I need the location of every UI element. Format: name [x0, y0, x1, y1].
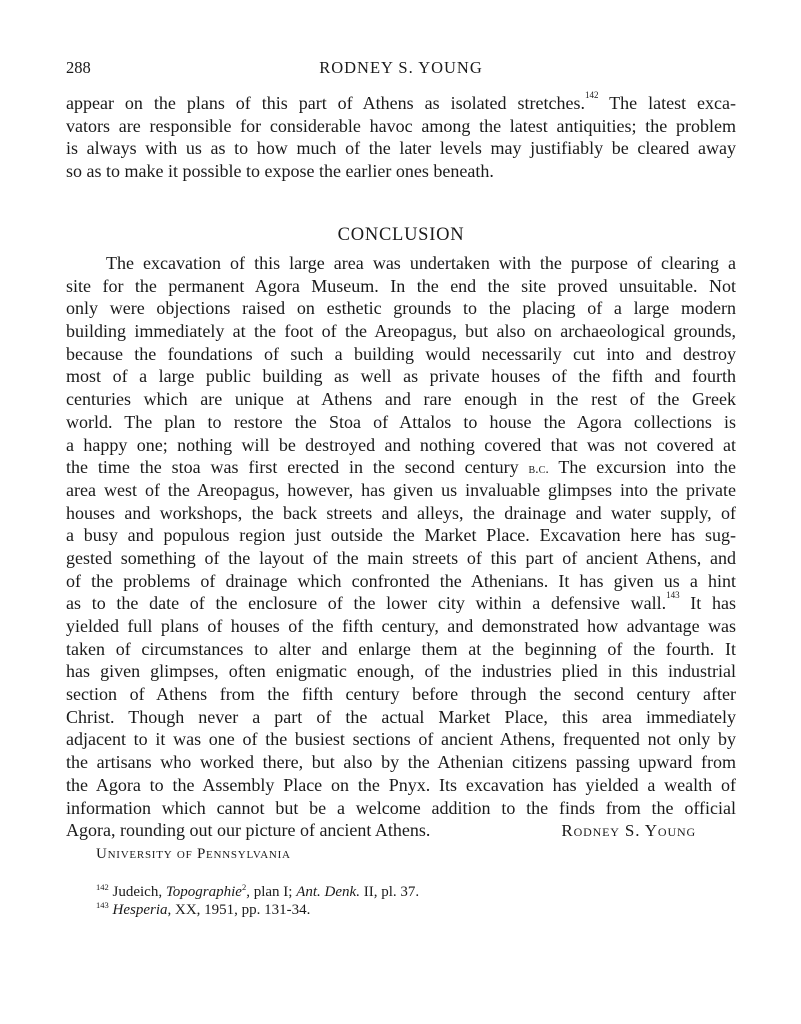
text-run: appear on the plans of this part of Athens as isolated stretches.	[66, 93, 585, 113]
conclusion-paragraph	[66, 252, 736, 842]
text-line: the artisans who worked there, but also by the Athenian citizens passing upward from	[66, 752, 736, 773]
section-heading: CONCLUSION	[337, 225, 465, 245]
small-caps-abbreviation: b.c.	[528, 462, 549, 478]
footnote-142	[96, 883, 419, 901]
text-line: information which cannot but be a welcome addition to the finds from the official	[66, 797, 736, 818]
text-line: Christ. Though never a part of the actual Market Place, this area immediately	[66, 706, 736, 727]
citation-title: Topographie	[165, 884, 242, 900]
text-line: area west of the Areopagus, however, has given us invaluable glimpses into the private	[66, 479, 736, 500]
text-run: The latest exca-	[598, 93, 737, 113]
text-run: It has	[679, 593, 736, 614]
text-line: so as to make it possible to expose the earlier ones beneath.	[66, 161, 494, 182]
citation-text: Judeich,	[112, 884, 166, 900]
text-line: is always with us as to how much of the later levels may justifiably be cleared away	[66, 138, 736, 159]
footnotes	[96, 883, 419, 919]
text-line: most of a large public building as well as private houses of the fifth and fourth	[66, 366, 736, 387]
text-line: has given glimpses, often enigmatic enough, of the industries plied in this industrial	[66, 661, 736, 682]
text-line: The excavation of this large area was undertaken with the purpose of clearing a	[106, 253, 736, 273]
journal-page	[66, 0, 736, 1024]
footnote-reference: 143	[666, 590, 680, 601]
text-line: a happy one; nothing will be destroyed and nothing covered that was not covered at	[66, 434, 736, 455]
citation-title: Ant. Denk.	[296, 884, 360, 900]
author-signature: Rodney S. Young	[561, 821, 696, 840]
citation-text: , XX, 1951, pp. 131-34.	[167, 902, 311, 918]
text-line: section of Athens from the fifth century before through the second century after	[66, 684, 736, 705]
footnote-number: 142	[96, 882, 109, 892]
page-number: 288	[66, 58, 91, 77]
text-line	[66, 456, 736, 479]
citation-text: , plan I;	[246, 884, 297, 900]
text-line: houses and workshops, the back streets and alleys, the drainage and water supply, of	[66, 502, 736, 523]
text-line: a busy and populous region just outside the Market Place. Excavation here has sug-	[66, 525, 736, 546]
running-title: RODNEY S. YOUNG	[319, 58, 483, 77]
citation-text: II, pl. 37.	[359, 884, 420, 900]
footnote-reference: 142	[585, 90, 599, 100]
text-line: adjacent to it was one of the busiest sections of ancient Athens, frequented not only by	[66, 729, 736, 750]
text-line: world. The plan to restore the Stoa of Attalos to house the Agora collections is	[66, 411, 736, 432]
author-affiliation: University of Pennsylvania	[96, 846, 291, 862]
text-line: building immediately at the foot of the Areopagus, but also on archaeological grounds,	[66, 321, 736, 342]
text-run: as to the date of the enclosure of the lower city within a defensive wall.	[66, 593, 667, 614]
text-line	[66, 92, 736, 115]
text-line: vators are responsible for considerable havoc among the latest antiquities; the problem	[66, 115, 736, 136]
edition-superscript: 2	[241, 882, 247, 892]
text-line: because the foundations of such a building would necessarily cut into and destroy	[66, 343, 736, 364]
text-line: yielded full plans of houses of the fifth century, and demonstrated how advantage was	[66, 616, 736, 636]
text-line: Agora, rounding out our picture of ancient Athens.	[66, 820, 431, 841]
text-line: gested something of the layout of the main streets of this part of ancient Athens, and	[66, 547, 736, 568]
text-run: the time the stoa was first erected in the second century	[66, 457, 529, 478]
footnote-number: 143	[96, 900, 109, 910]
footnote-143	[96, 901, 419, 919]
text-line: centuries which are unique at Athens and rare enough in the rest of the Greek	[66, 389, 736, 410]
citation-title: Hesperia	[112, 902, 168, 918]
intro-paragraph	[66, 92, 736, 183]
text-line: of the problems of drainage which confronted the Athenians. It has given us a hint	[66, 570, 736, 591]
text-run: The excursion into the	[548, 457, 736, 478]
running-head	[66, 58, 736, 80]
text-line: only were objections raised on esthetic grounds to the placing of a large modern	[66, 298, 736, 319]
text-line: site for the permanent Agora Museum. In the end the site proved unsuitable. Not	[66, 275, 736, 296]
text-line	[66, 592, 736, 615]
text-line: taken of circumstances to alter and enlarge them at the beginning of the fourth. It	[66, 638, 736, 659]
text-line: the Agora to the Assembly Place on the Pnyx. Its excavation has yielded a wealth of	[66, 774, 736, 795]
